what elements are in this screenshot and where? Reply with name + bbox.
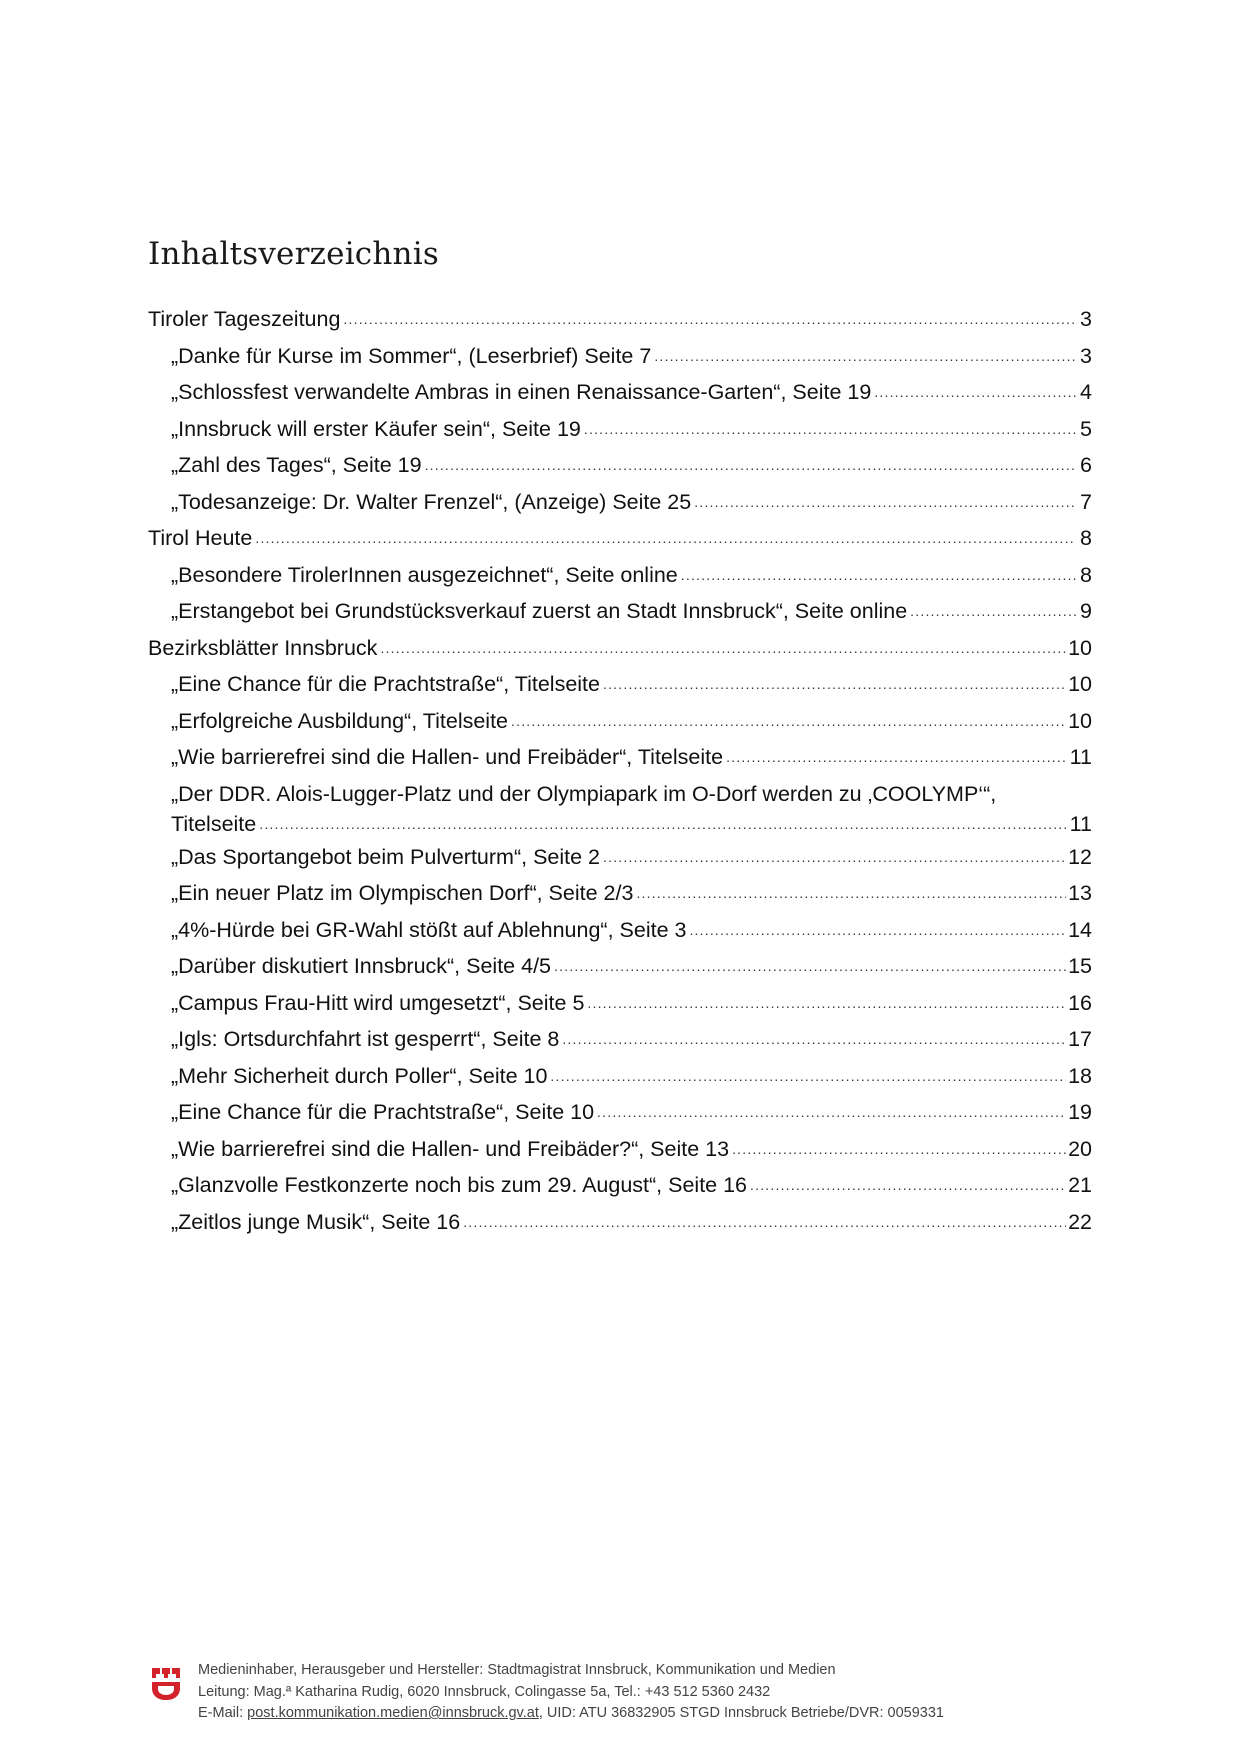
toc-article-entry[interactable] [171, 878, 1092, 908]
toc-page-number: 8 [1080, 526, 1092, 550]
toc-article-entry[interactable] [171, 596, 1092, 626]
toc-article-entry[interactable] [171, 779, 1092, 839]
toc-dot-leader [511, 706, 1066, 736]
toc-dot-leader [463, 1207, 1066, 1237]
toc-page-number: 6 [1080, 453, 1092, 477]
toc-article-entry[interactable] [171, 951, 1092, 981]
toc-dot-leader [425, 450, 1076, 480]
toc-entry-label: „Zeitlos junge Musik“, Seite 16 [171, 1209, 461, 1234]
toc-entry-label: „Ein neuer Platz im Olympischen Dorf“, Seite 2/3 [171, 881, 634, 906]
toc-dot-leader [584, 414, 1076, 444]
toc-article-entry[interactable] [171, 1097, 1092, 1127]
toc-section-entry[interactable] [148, 523, 1092, 553]
toc-section-entry[interactable] [148, 304, 1092, 334]
toc-dot-leader [874, 377, 1076, 407]
toc-dot-leader [554, 951, 1066, 981]
toc-entry-label: „Mehr Sicherheit durch Poller“, Seite 10 [171, 1063, 548, 1088]
toc-dot-leader [343, 304, 1076, 334]
toc-dot-leader [603, 669, 1066, 699]
toc-article-entry[interactable] [171, 1134, 1092, 1164]
toc-entry-label: „Danke für Kurse im Sommer“, (Leserbrief) Seite 7 [171, 343, 652, 368]
toc-article-entry[interactable] [171, 1061, 1092, 1091]
toc-entry-label: Bezirksblätter Innsbruck [148, 635, 378, 660]
toc-dot-leader [910, 596, 1076, 626]
toc-dot-leader [380, 633, 1066, 663]
toc-section-entry[interactable] [148, 633, 1092, 663]
footer [150, 1660, 1090, 1726]
toc-entry-label: „Todesanzeige: Dr. Walter Frenzel“, (Anzeige) Seite 25 [171, 489, 692, 514]
toc-page-number: 14 [1068, 917, 1092, 942]
toc-page-number: 10 [1068, 635, 1092, 660]
footer-email-link[interactable]: post.kommunikation.medien@innsbruck.gv.at [247, 1705, 539, 1721]
toc-entry-label: „4%-Hürde bei GR-Wahl stößt auf Ablehnung“, Seite 3 [171, 917, 687, 942]
toc-dot-leader [603, 842, 1066, 872]
toc-page-number: 13 [1068, 881, 1092, 906]
toc-article-entry[interactable] [171, 487, 1092, 517]
toc-entry-label: „Besondere TirolerInnen ausgezeichnet“, Seite online [171, 562, 678, 587]
toc-page-number: 10 [1068, 708, 1092, 733]
toc-entry-label: „Wie barrierefrei sind die Hallen- und Freibäder“, Titelseite [171, 745, 724, 769]
footer-email-prefix: E-Mail: [198, 1705, 248, 1721]
toc-dot-leader [654, 341, 1076, 371]
toc-page-number: 10 [1068, 672, 1092, 696]
toc-article-entry[interactable] [171, 742, 1092, 772]
toc-dot-leader [550, 1061, 1066, 1091]
toc-page-number: 20 [1068, 1136, 1092, 1161]
toc-dot-leader [726, 742, 1068, 772]
toc-article-entry[interactable] [171, 669, 1092, 699]
toc-page-number: 19 [1068, 1100, 1092, 1125]
toc-page-number: 18 [1068, 1063, 1092, 1088]
toc-page-number: 22 [1068, 1209, 1092, 1234]
toc-page-number: 3 [1080, 343, 1092, 368]
toc-article-entry[interactable] [171, 706, 1092, 736]
toc-page-number: 17 [1068, 1027, 1092, 1052]
toc-article-entry[interactable] [171, 377, 1092, 407]
toc-page-number: 4 [1080, 380, 1092, 404]
toc-entry-label: „Wie barrierefrei sind die Hallen- und Freibäder?“, Seite 13 [171, 1136, 730, 1161]
toc-dot-leader [750, 1170, 1066, 1200]
toc-article-entry[interactable] [171, 1207, 1092, 1237]
toc-page-number: 5 [1080, 416, 1092, 441]
toc-entry-label: „Schlossfest verwandelte Ambras in einen Renaissance-Garten“, Seite 19 [171, 380, 872, 404]
toc-article-entry[interactable] [171, 1170, 1092, 1200]
toc-article-entry[interactable] [171, 1024, 1092, 1054]
toc-entry-label: „Darüber diskutiert Innsbruck“, Seite 4/5 [171, 954, 551, 979]
toc-page-number: 12 [1068, 844, 1092, 869]
toc-dot-leader [636, 878, 1066, 908]
toc-page-number: 3 [1080, 307, 1092, 331]
toc-dot-leader [259, 809, 1067, 839]
footer-line-email [198, 1703, 944, 1725]
toc-entry-label: „Igls: Ortsdurchfahrt ist gesperrt“, Seite 8 [171, 1027, 560, 1052]
toc-dot-leader [694, 487, 1076, 517]
toc-article-entry[interactable] [171, 560, 1092, 590]
toc-entry-label: „Erfolgreiche Ausbildung“, Titelseite [171, 708, 509, 733]
toc-article-entry[interactable] [171, 450, 1092, 480]
toc-dot-leader [689, 915, 1066, 945]
toc-entry-label-continued: Titelseite [171, 811, 257, 836]
toc-title: Inhaltsverzeichnis [148, 236, 439, 272]
toc-dot-leader [732, 1134, 1066, 1164]
toc-entry-label: „Erstangebot bei Grundstücksverkauf zuerst an Stadt Innsbruck“, Seite online [171, 599, 908, 623]
toc-entry-label: Tirol Heute [148, 526, 253, 550]
toc-entry-label: „Eine Chance für die Prachtstraße“, Titelseite [171, 672, 600, 696]
toc-page-number: 15 [1068, 954, 1092, 979]
toc-entry-label: „Zahl des Tages“, Seite 19 [171, 453, 422, 477]
footer-line-publisher: Medieninhaber, Herausgeber und Hersteller: Stadtmagistrat Innsbruck, Kommunikation und Medien [198, 1662, 836, 1678]
toc-page-number: 21 [1068, 1173, 1092, 1198]
toc-entry-label: Tiroler Tageszeitung [148, 307, 341, 331]
toc-article-entry[interactable] [171, 842, 1092, 872]
toc-article-entry[interactable] [171, 915, 1092, 945]
innsbruck-logo-icon [150, 1664, 182, 1704]
toc-page-number: 7 [1080, 489, 1092, 514]
toc-dot-leader [255, 523, 1076, 553]
toc-entry-label: „Das Sportangebot beim Pulverturm“, Seite 2 [171, 844, 601, 869]
toc-dot-leader [597, 1097, 1066, 1127]
toc-entry-label: „Der DDR. Alois-Lugger-Platz und der Olympiapark im O-Dorf werden zu ‚COOLYMP‘“, [171, 781, 997, 806]
footer-text [198, 1660, 944, 1725]
toc-dot-leader [681, 560, 1076, 590]
toc-entry-label: „Innsbruck will erster Käufer sein“, Seite 19 [171, 416, 581, 441]
toc-dot-leader [562, 1024, 1066, 1054]
toc-article-entry[interactable] [171, 414, 1092, 444]
toc-page-number: 11 [1069, 811, 1092, 836]
toc-entry-label: „Eine Chance für die Prachtstraße“, Seite 10 [171, 1100, 595, 1125]
toc-page-number: 9 [1080, 599, 1092, 623]
footer-uid: , UID: ATU 36832905 STGD Innsbruck Betriebe/DVR: 0059331 [538, 1705, 944, 1721]
toc-page-number: 11 [1069, 745, 1092, 769]
toc-article-entry[interactable] [171, 988, 1092, 1018]
toc-dot-leader [587, 988, 1066, 1018]
footer-line-contact: Leitung: Mag.ª Katharina Rudig, 6020 Innsbruck, Colingasse 5a, Tel.: +43 512 5360 2432 [198, 1683, 771, 1700]
toc-article-entry[interactable] [171, 341, 1092, 371]
toc-page-number: 8 [1080, 562, 1092, 587]
toc-entry-label: „Glanzvolle Festkonzerte noch bis zum 29. August“, Seite 16 [171, 1173, 748, 1198]
toc-page-number: 16 [1068, 990, 1092, 1015]
toc-entry-label: „Campus Frau-Hitt wird umgesetzt“, Seite 5 [171, 990, 585, 1015]
